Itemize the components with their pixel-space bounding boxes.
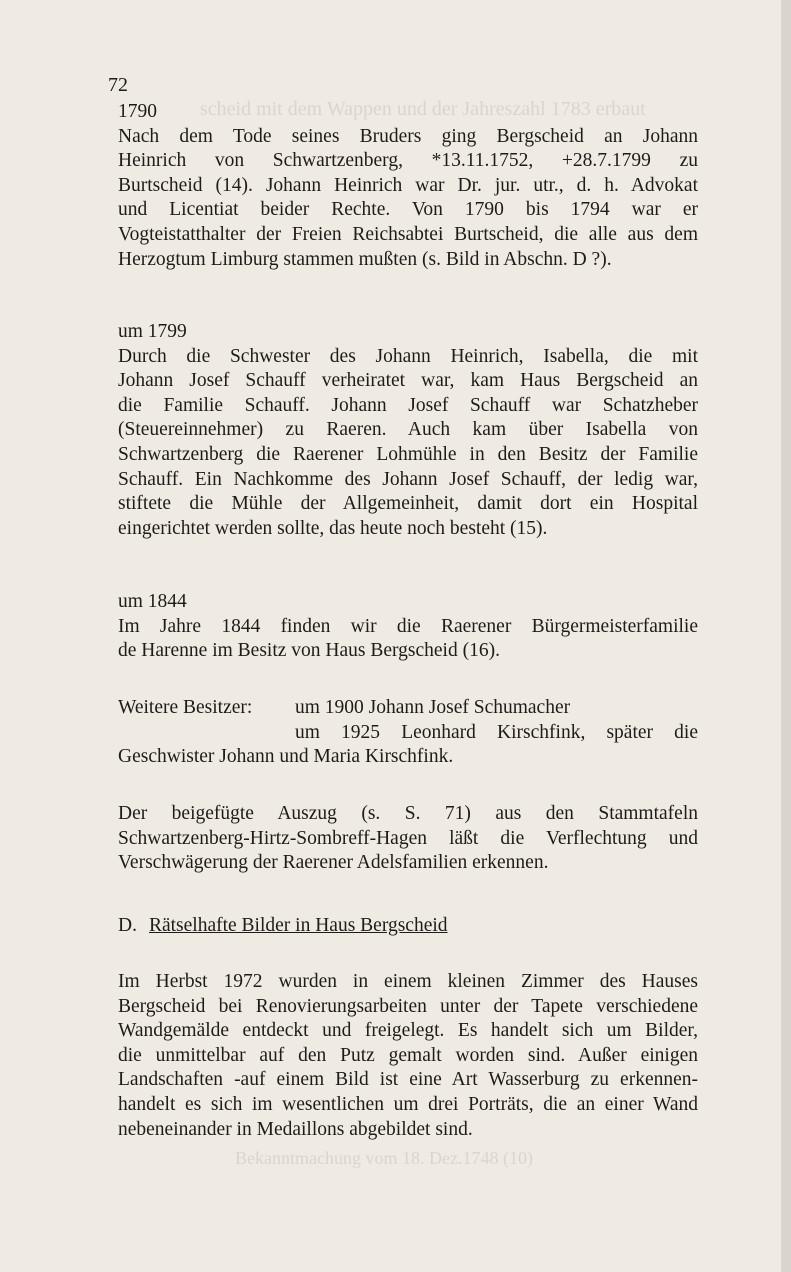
text-line: die unmittelbar auf den Putz gemalt worden sind. Außer einigen [118,1044,698,1066]
text-line: Wandgemälde entdeckt und freigelegt. Es handelt sich um Bilder, [118,1020,698,1042]
further-owners [118,696,698,770]
section-1844 [118,590,698,664]
show-through-top: scheid mit dem Wappen und der Jahreszahl 1783 erbaut [200,98,646,120]
text-line: Im Herbst 1972 wurden in einem kleinen Zimmer des Hauses [118,971,698,992]
chapter-title: Rätselhafte Bilder in Haus Bergscheid [148,915,448,936]
text-line: Herzogtum Limburg stammen mußten (s. Bild in Abschn. D ?). [118,248,612,270]
owners-label: Weitere Besitzer: [118,697,253,718]
excerpt-paragraph [118,802,698,876]
text-line: Im Jahre 1844 finden wir die Raerener Bürgermeisterfamilie [118,615,698,637]
text-line: Schwartzenberg-Hirtz-Sombreff-Hagen läßt die Verflechtung und [118,827,698,849]
text-line: eingerichtet werden sollte, das heute noch besteht (15). [118,517,548,539]
chapter-letter: D. [118,915,137,936]
section-year: um 1844 [118,591,187,612]
owner-1900: um 1900 Johann Josef Schumacher [295,697,571,718]
text-line: Heinrich von Schwartzenberg, *13.11.1752, +28.7.1799 zu [118,150,698,172]
text-line: nebeneinander in Medaillons abgebildet sind. [118,1118,473,1140]
final-paragraph [118,970,698,1142]
page-number: 72 [108,74,128,96]
section-year: 1790 [118,101,157,122]
text-line: Johann Josef Schauff verheiratet war, kam Haus Bergscheid an [118,370,698,392]
owners-second-row [118,721,698,746]
chapter-heading [118,914,698,939]
text-line: Burtscheid (14). Johann Heinrich war Dr. jur. utr., d. h. Advokat [118,174,698,196]
show-through-bottom: Bekanntmachung vom 18. Dez.1748 (10) [235,1148,533,1168]
text-line: Nach dem Tode seines Bruders ging Bergscheid an Johann [118,125,698,147]
text-line: Verschwägerung der Raerener Adelsfamilien erkennen. [118,852,549,874]
text-line: (Steuereinnehmer) zu Raeren. Auch kam über Isabella von [118,419,698,441]
text-line: handelt es sich im wesentlichen um drei Porträts, die an einer Wand [118,1093,698,1115]
text-line: Durch die Schwester des Johann Heinrich, Isabella, die mit [118,345,698,367]
owner-1925: um 1925 Leonhard Kirschfink, später die [295,721,698,743]
text-line: Schauff. Ein Nachkomme des Johann Josef Schauff, der ledig war, [118,468,698,490]
text-line: de Harenne im Besitz von Haus Bergscheid (16). [118,640,500,662]
owners-first-row [118,696,698,721]
section-1790 [118,100,698,272]
section-1799 [118,320,698,541]
text-line: Landschaften -auf einem Bild ist eine Art Wasserburg zu erkennen- [118,1069,698,1091]
owner-siblings: Geschwister Johann und Maria Kirschfink. [118,746,454,768]
text-line: Bergscheid bei Renovierungsarbeiten unter der Tapete verschiedene [118,995,698,1017]
text-line: Der beigefügte Auszug (s. S. 71) aus den Stammtafeln [118,803,698,824]
text-line: stiftete die Mühle der Allgemeinheit, damit dort ein Hospital [118,493,698,515]
text-line: die Familie Schauff. Johann Josef Schauff war Schatzheber [118,394,698,416]
text-line: und Licentiat beider Rechte. Von 1790 bis 1794 war er [118,199,698,221]
section-year: um 1799 [118,321,187,342]
text-line: Schwartzenberg die Raerener Lohmühle in den Besitz der Familie [118,443,698,465]
text-line: Vogteistatthalter der Freien Reichsabtei Burtscheid, die alle aus dem [118,223,698,245]
